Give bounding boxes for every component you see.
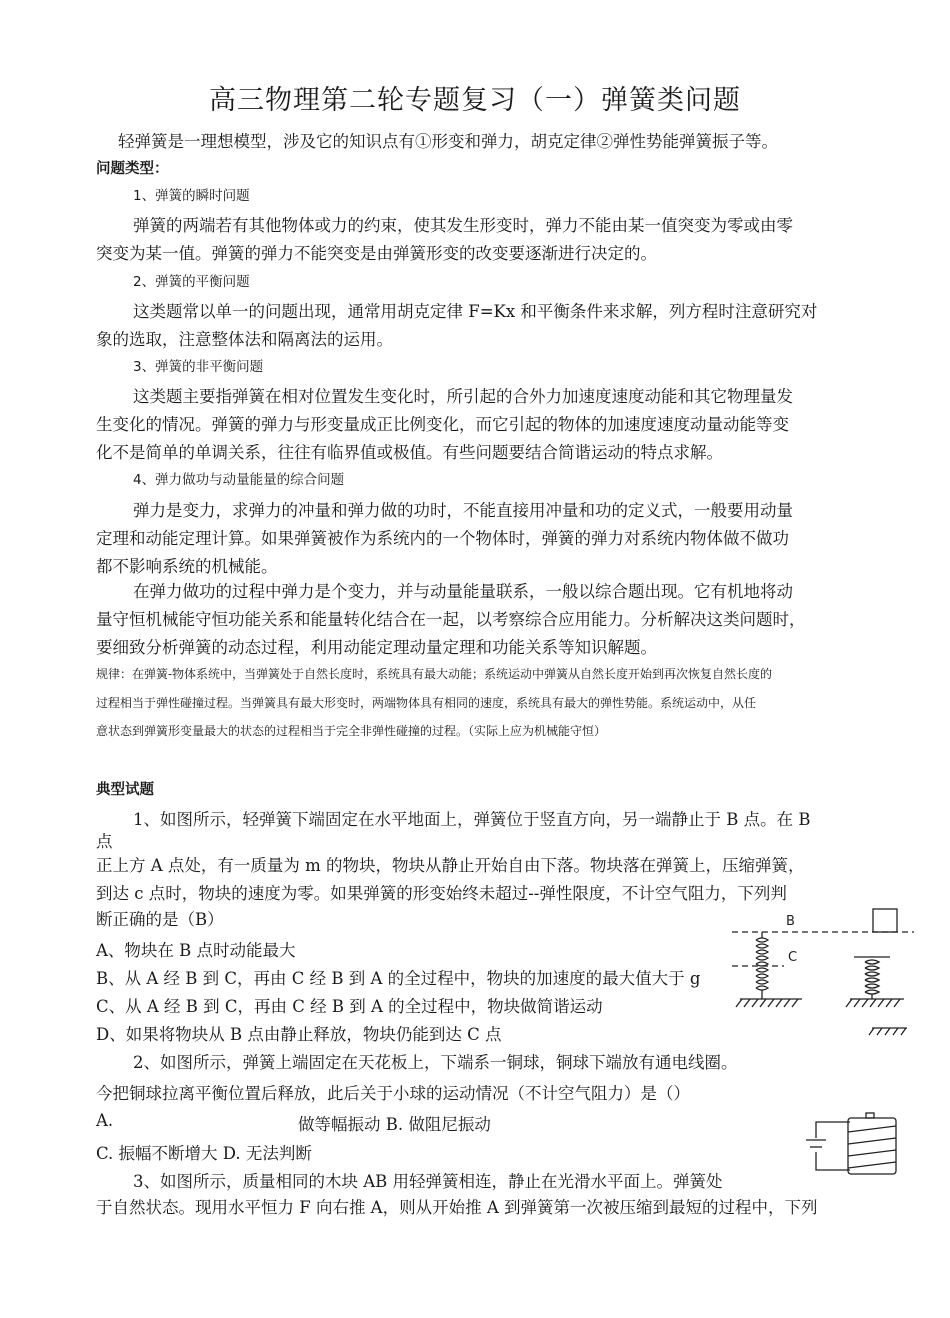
paragraph-line: 在弹力做功的过程中弹力是个变力，并与动量能量联系，一般以综合题出现。它有机地将动 xyxy=(133,582,793,601)
section-4-heading: 4、弹力做功与动量能量的综合问题 xyxy=(133,472,345,488)
q1-line: 正上方 A 点处，有一质量为 m 的物块，物块从静止开始自由下落。物块落在弹簧上，压缩弹簧， xyxy=(96,856,805,875)
q2-option-a-label: A. xyxy=(96,1111,114,1130)
section-2-line: 这类题常以单一的问题出现，通常用胡克定律 F=Kx 和平衡条件来求解，列方程时注意研究对 xyxy=(133,302,818,321)
q1-line: 断正确的是（B） xyxy=(96,910,224,929)
types-heading: 问题类型： xyxy=(96,161,169,177)
q1-line: 1、如图所示，轻弹簧下端固定在水平地面上，弹簧位于竖直方向，另一端静止于 B 点。在 B xyxy=(133,810,811,829)
q1-option-c: C、从 A 经 B 到 C，再由 C 经 B 到 A 的全过程中，物块做简谐运动 xyxy=(96,997,603,1016)
rule-note-line: 规律：在弹簧-物体系统中，当弹簧处于自然长度时，系统具有最大动能；系统运动中弹簧从自然长度开始到再次恢复自然长度的 xyxy=(96,667,773,681)
section-2-heading: 2、弹簧的平衡问题 xyxy=(133,274,250,290)
section-2-line: 象的选取，注意整体法和隔离法的运用。 xyxy=(96,330,393,349)
rule-note-line: 过程相当于弹性碰撞过程。当弹簧具有最大形变时，两端物体具有相同的速度，系统具有最大的弹性势能。系统运动中，从任 xyxy=(96,696,757,710)
intro-paragraph: 轻弹簧是一理想模型，涉及它的知识点有①形变和弹力，胡克定律②弹性势能弹簧振子等。 xyxy=(118,132,778,151)
section-3-line: 生变化的情况。弹簧的弹力与形变量成正比例变化，而它引起的物体的加速度速度动量动能等变 xyxy=(96,415,789,434)
q2-options-ab: 做等幅振动 B. 做阻尼振动 xyxy=(298,1115,491,1134)
paragraph-line: 量守恒机械能守恒功能关系和能量转化结合在一起，以考察综合应用能力。分析解决这类问题时， xyxy=(96,610,806,629)
section-3-heading: 3、弹簧的非平衡问题 xyxy=(133,359,264,375)
section-1-line: 突变为某一值。弹簧的弹力不能突变是由弹簧形变的改变要逐渐进行决定的。 xyxy=(96,244,657,263)
section-4-line: 弹力是变力，求弹力的冲量和弹力做的功时，不能直接用冲量和功的定义式，一般要用动量 xyxy=(133,501,793,520)
section-3-line: 化不是简单的单调关系，往往有临界值或极值。有些问题要结合简谐运动的特点求解。 xyxy=(96,443,723,462)
rule-note-line: 意状态到弹簧形变量最大的状态的过程相当于完全非弹性碰撞的过程。（实际上应为机械能守恒） xyxy=(96,724,607,738)
q2-options-cd: C. 振幅不断增大 D. 无法判断 xyxy=(96,1144,312,1163)
circuit-coil-figure xyxy=(790,1112,910,1182)
section-3-line: 这类题主要指弹簧在相对位置发生变化时，所引起的合外力加速度速度动能和其它物理量发 xyxy=(133,387,793,406)
exam-heading: 典型试题 xyxy=(96,782,154,798)
section-4-line: 都不影响系统的机械能。 xyxy=(96,557,278,576)
section-4-line: 定理和动能定理计算。如果弹簧被作为系统内的一个物体时，弹簧的弹力对系统内物体做不做功 xyxy=(96,529,789,548)
paragraph-line: 要细致分析弹簧的动态过程，利用动能定理动量定理和功能关系等知识解题。 xyxy=(96,638,657,657)
section-1-line: 弹簧的两端若有其他物体或力的约束，使其发生形变时，弹力不能由某一值突变为零或由零 xyxy=(133,216,793,235)
spring-figure xyxy=(732,898,922,1044)
q1-option-a: A、物块在 B 点时动能最大 xyxy=(96,941,296,960)
section-1-heading: 1、弹簧的瞬时问题 xyxy=(133,188,250,204)
q2-line: 2、如图所示，弹簧上端固定在天花板上，下端系一铜球，铜球下端放有通电线圈。 xyxy=(133,1053,738,1072)
label-c: C xyxy=(788,950,798,965)
q2-line: 今把铜球拉离平衡位置后释放，此后关于小球的运动情况（不计空气阻力）是（） xyxy=(96,1084,690,1103)
q3-line: 于自然状态。现用水平恒力 F 向右推 A，则从开始推 A 到弹簧第一次被压缩到最短的过程中，下列 xyxy=(96,1198,818,1217)
q1-line: 到达 c 点时，物块的速度为零。如果弹簧的形变始终未超过--弹性限度，不计空气阻力，下列判 xyxy=(96,884,787,903)
q3-line: 3、如图所示，质量相同的木块 AB 用轻弹簧相连，静止在光滑水平面上。弹簧处 xyxy=(133,1172,723,1191)
q1-option-b: B、从 A 经 B 到 C，再由 C 经 B 到 A 的全过程中，物块的加速度的最大值大于 g xyxy=(96,969,701,988)
page-title: 高三物理第二轮专题复习（一）弹簧类问题 xyxy=(209,85,741,116)
q1-option-d: D、如果将物块从 B 点由静止释放，物块仍能到达 C 点 xyxy=(96,1025,502,1044)
q1-line: 点 xyxy=(96,832,113,851)
label-b: B xyxy=(786,914,795,929)
